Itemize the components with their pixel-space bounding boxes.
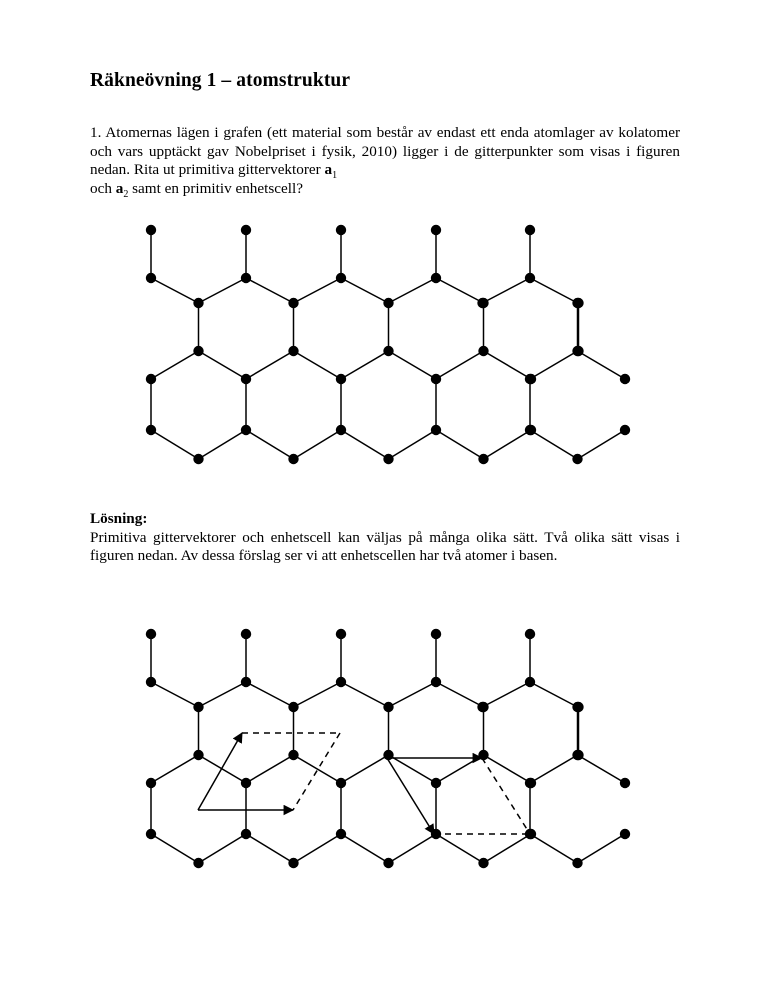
carbon-atom	[477, 702, 487, 712]
carbon-bond	[246, 351, 294, 379]
carbon-atom	[241, 629, 251, 639]
carbon-atom	[241, 374, 251, 384]
page-title: Räkneövning 1 – atomstruktur	[90, 70, 351, 91]
carbon-atom	[478, 454, 488, 464]
carbon-atom	[383, 454, 393, 464]
carbon-atom	[146, 225, 156, 235]
carbon-atom	[525, 273, 535, 283]
carbon-atom	[336, 629, 346, 639]
carbon-bond	[246, 682, 294, 707]
unit-cell-edge-dashed	[293, 733, 340, 810]
carbon-atom	[383, 346, 393, 356]
vector-a1-symbol: a	[324, 161, 333, 178]
carbon-bond	[389, 430, 437, 459]
carbon-bond	[530, 834, 578, 863]
carbon-bond	[578, 351, 626, 379]
carbon-atom	[572, 454, 582, 464]
carbon-bond	[151, 834, 199, 863]
carbon-bond	[151, 351, 199, 379]
carbon-atom	[431, 629, 441, 639]
carbon-bond	[199, 834, 247, 863]
solution-text: Primitiva gittervektorer och enhetscell kan väljas på många olika sätt. Två olika sätt visas i figuren nedan. Av dessa förslag ser vi att enhetscellen har två atomer i basen.	[90, 528, 680, 564]
carbon-atom	[288, 454, 298, 464]
carbon-atom	[620, 374, 630, 384]
carbon-atom	[336, 425, 346, 435]
carbon-bond	[199, 430, 247, 459]
problem-text-start: 1. Atomernas lägen i grafen (ett material som består av endast ett enda atomlager av kolatomer och vars upptäckt gav Nobelpriset i fysik, 2010) ligger i de gitterpunkter som visas i figuren nedan. Rita ut primitiva gittervektorer	[90, 124, 680, 178]
carbon-atom	[620, 425, 630, 435]
carbon-bond	[530, 351, 578, 379]
carbon-atom	[573, 298, 583, 308]
carbon-atom	[573, 702, 583, 712]
carbon-atom	[241, 677, 251, 687]
vector-a2-index: 2	[123, 188, 129, 200]
carbon-bond	[341, 278, 389, 303]
carbon-bond	[341, 430, 389, 459]
problem-connector: och	[90, 179, 116, 197]
carbon-bond	[151, 430, 199, 459]
carbon-atom	[525, 374, 535, 384]
carbon-bond	[484, 430, 532, 459]
carbon-bond	[483, 278, 531, 303]
carbon-atom	[526, 425, 536, 435]
carbon-bond	[341, 351, 389, 379]
carbon-atom	[241, 829, 251, 839]
carbon-bond	[341, 682, 389, 707]
graphene-lattice-figure	[0, 215, 768, 485]
problem-statement	[90, 124, 680, 198]
carbon-bond	[389, 278, 437, 303]
problem-text-end: samt en primitiv enhetscell?	[128, 179, 303, 197]
carbon-bond	[246, 430, 294, 459]
carbon-atom	[478, 858, 488, 868]
carbon-atom	[336, 677, 346, 687]
unit-cell-edge-dashed	[482, 758, 530, 834]
carbon-atom	[146, 829, 156, 839]
carbon-atom	[146, 425, 156, 435]
vector-a2-symbol: a	[115, 179, 124, 197]
carbon-atom	[431, 425, 441, 435]
carbon-bond	[389, 834, 437, 863]
carbon-bond	[484, 755, 532, 783]
carbon-atom	[336, 829, 346, 839]
carbon-atom	[193, 858, 203, 868]
carbon-bond	[389, 351, 437, 379]
carbon-atom	[193, 750, 203, 760]
carbon-atom	[383, 702, 393, 712]
carbon-atom	[431, 778, 441, 788]
carbon-bond	[341, 834, 389, 863]
carbon-bond	[484, 834, 532, 863]
solution-heading: Lösning:	[90, 510, 148, 527]
carbon-bond	[436, 430, 484, 459]
carbon-bond	[199, 682, 247, 707]
carbon-bond	[294, 755, 342, 783]
carbon-atom	[146, 677, 156, 687]
carbon-bond	[483, 682, 531, 707]
carbon-atom	[193, 702, 203, 712]
carbon-bond	[436, 755, 484, 783]
lattice-vector-a2-right	[387, 758, 434, 834]
carbon-atom	[241, 273, 251, 283]
carbon-bond	[436, 682, 484, 707]
lattice-vector-a2-left	[198, 733, 242, 810]
carbon-atom	[146, 778, 156, 788]
carbon-atom	[146, 629, 156, 639]
carbon-bond	[436, 351, 484, 379]
carbon-bond	[199, 278, 247, 303]
carbon-bond	[341, 755, 389, 783]
carbon-atom	[241, 225, 251, 235]
carbon-atom	[572, 750, 582, 760]
carbon-atom	[336, 778, 346, 788]
carbon-bond	[530, 682, 578, 707]
carbon-atom	[431, 677, 441, 687]
carbon-bond	[294, 278, 342, 303]
carbon-atom	[241, 425, 251, 435]
carbon-atom	[288, 858, 298, 868]
carbon-atom	[525, 629, 535, 639]
carbon-bond	[484, 351, 532, 379]
carbon-atom	[525, 677, 535, 687]
carbon-atom	[241, 778, 251, 788]
carbon-atom	[146, 273, 156, 283]
graphene-lattice-solution-figure	[0, 620, 768, 880]
carbon-atom	[620, 778, 630, 788]
carbon-atom	[477, 298, 487, 308]
carbon-atom	[193, 454, 203, 464]
carbon-bond	[530, 430, 578, 459]
carbon-atom	[288, 346, 298, 356]
carbon-atom	[146, 374, 156, 384]
carbon-bond	[294, 430, 342, 459]
carbon-atom	[525, 778, 535, 788]
carbon-atom	[620, 829, 630, 839]
carbon-bond	[246, 278, 294, 303]
carbon-bond	[246, 834, 294, 863]
carbon-bond	[578, 430, 626, 459]
vector-a1-index: 1	[332, 170, 338, 182]
carbon-bond	[199, 351, 247, 379]
carbon-bond	[389, 682, 437, 707]
carbon-bond	[294, 834, 342, 863]
carbon-atom	[525, 225, 535, 235]
carbon-atom	[383, 858, 393, 868]
carbon-atom	[383, 298, 393, 308]
carbon-atom	[336, 225, 346, 235]
carbon-bond	[294, 351, 342, 379]
carbon-bond	[530, 755, 578, 783]
carbon-bond	[389, 755, 437, 783]
carbon-bond	[436, 278, 484, 303]
carbon-atom	[572, 858, 582, 868]
carbon-bond	[578, 755, 626, 783]
carbon-atom	[336, 374, 346, 384]
carbon-atom	[478, 346, 488, 356]
carbon-atom	[193, 298, 203, 308]
carbon-bond	[151, 755, 199, 783]
carbon-atom	[288, 298, 298, 308]
carbon-bond	[151, 682, 199, 707]
carbon-atom	[193, 346, 203, 356]
carbon-bond	[578, 834, 626, 863]
carbon-bond	[436, 834, 484, 863]
carbon-atom	[572, 346, 582, 356]
carbon-bond	[530, 278, 578, 303]
carbon-atom	[431, 273, 441, 283]
carbon-bond	[294, 682, 342, 707]
solution-section	[90, 510, 680, 566]
carbon-bond	[151, 278, 199, 303]
carbon-atom	[288, 702, 298, 712]
carbon-bond	[246, 755, 294, 783]
carbon-atom	[431, 374, 441, 384]
carbon-atom	[336, 273, 346, 283]
carbon-atom	[288, 750, 298, 760]
carbon-atom	[431, 225, 441, 235]
